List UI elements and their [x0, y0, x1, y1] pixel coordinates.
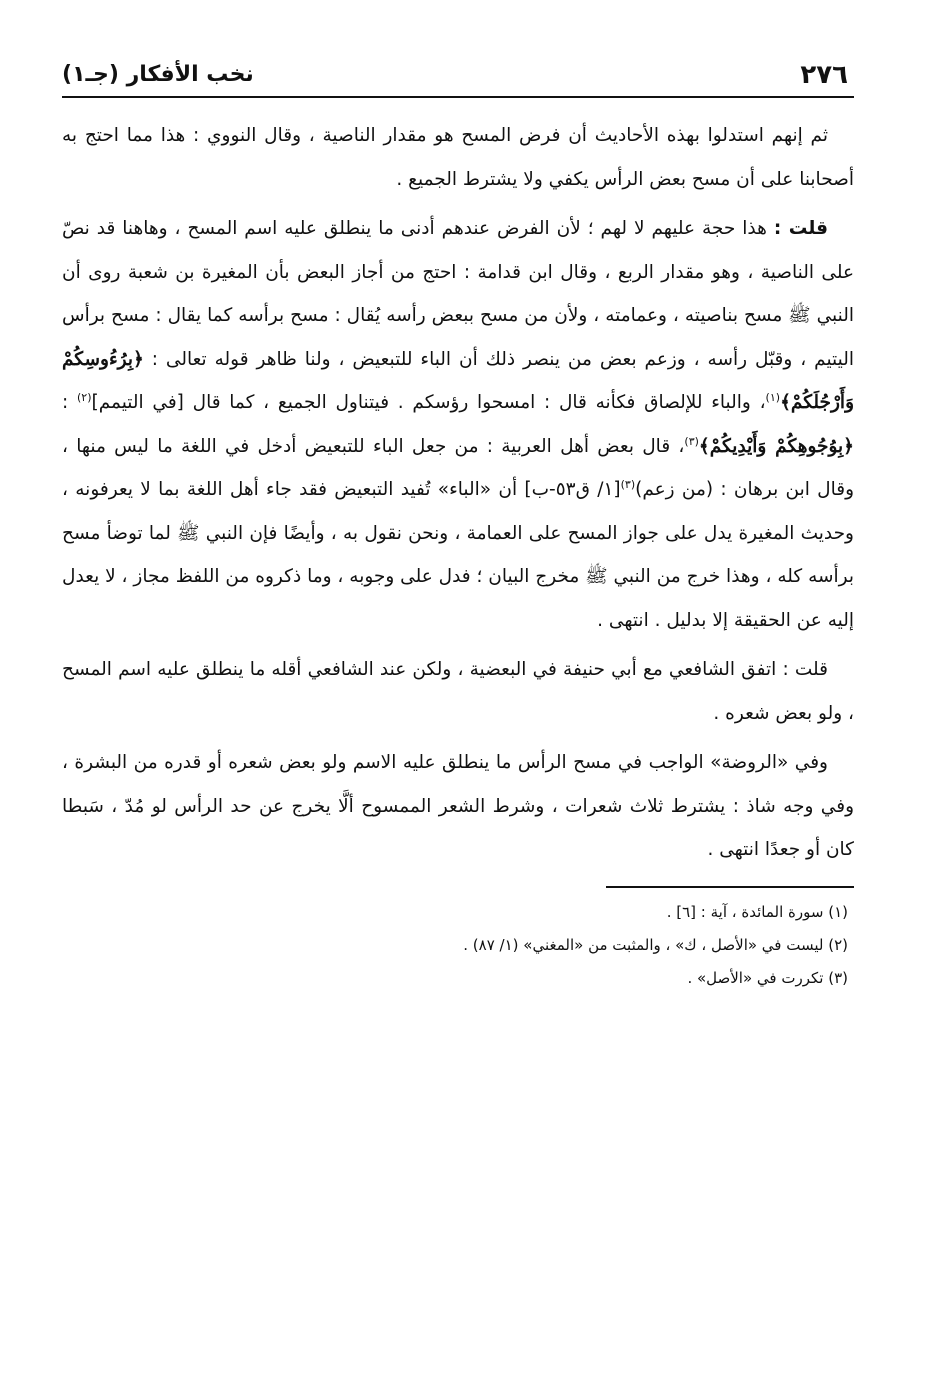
page-header — [62, 52, 854, 98]
footnote-3: (٣) تكررت في «الأصل» . — [687, 968, 848, 987]
footnote-rule — [606, 886, 854, 888]
footnote-ref-1: (١) — [765, 390, 781, 404]
paragraph-1: ثم إنهم استدلوا بهذه الأحاديث أن فرض المسح هو مقدار الناصية ، وقال النووي : هذا مما احتج به أصحابنا على أن مسح بعض الرأس يكفي ولا يشترط الجميع . — [62, 125, 854, 190]
paragraph-2-lead: قلت : — [773, 218, 828, 239]
quran-verse-1: ﴿بِرُءُوسِكُمْ وَأَرْجُلَكُمْ﴾ — [62, 348, 854, 413]
paragraph-2-text-d: ، قال بعض أهل العربية : من جعل الباء للتبعيض أدخل في اللغة ما ليس منها ، وقال ابن برهان : (من زعم) — [62, 435, 854, 500]
footnote-2: (٢) ليست في «الأصل ، ك» ، والمثبت من «المغني» (١/ ٨٧) . — [463, 935, 848, 954]
book-page — [62, 52, 854, 995]
page-number: ٢٧٦ — [800, 60, 848, 90]
footnotes — [62, 896, 854, 995]
quran-verse-2: ﴿بِوُجُوهِكُمْ وَأَيْدِيكُمْ﴾ — [698, 435, 854, 457]
footnote-ref-4: (٣) — [620, 477, 636, 491]
footnote-ref-2: (٢) — [76, 390, 92, 404]
paragraph-3: قلت : اتفق الشافعي مع أبي حنيفة في البعضية ، ولكن عند الشافعي أقله ما ينطلق عليه اسم المسح ، ولو بعض شعره . — [62, 659, 854, 724]
paragraph-2-text-a: هذا حجة عليهم لا لهم ؛ لأن الفرض عندهم أدنى ما ينطلق عليه اسم المسح ، وهاهنا قد نصّ على الناصية ، وهو مقدار الربع ، وقال ابن قدامة : احتج من أجاز البعض بأن المغيرة بن شعبة روى أن النبي ﷺ مسح بناصيته ، وعمامته ، ولأن من مسح ببعض رأسه يُقال : مسح برأسه كما يقال : مسح برأس اليتيم ، وقبّل رأسه ، وزعم بعض من ينصر ذلك أن الباء للتبعيض ، ولنا ظاهر قوله تعالى : — [62, 218, 854, 370]
paragraph-2-text-c: : — [62, 392, 77, 413]
paragraph-4: وفي «الروضة» الواجب في مسح الرأس ما ينطلق عليه الاسم ولو بعض شعره أو قدره من البشرة ، وفي وجه شاذ : يشترط ثلاث شعرات ، وشرط الشعر الممسوح ألَّا يخرج عن حد الرأس لو مُدّ ، سَبطا كان أو جعدًا انتهى . — [62, 752, 854, 860]
running-title: نخب الأفكار (جـ١) — [62, 62, 254, 87]
main-text — [62, 114, 854, 872]
paragraph-2 — [62, 207, 854, 642]
footnote-ref-3: (٣) — [684, 434, 699, 448]
paragraph-2-text-b: ، والباء للإلصاق فكأنه قال : امسحوا رؤسكم . فيتناول الجميع ، كما قال [في التيمم] — [91, 392, 766, 413]
header-rule — [62, 96, 854, 98]
paragraph-2-text-e: [١/ ق٥٣-ب] أن «الباء» تُفيد التبعيض فقد جاء أهل اللغة بما لا يعرفونه ، وحديث المغيرة يدل على جواز المسح على العمامة ، ونحن نقول به ، وأيضًا فإن النبي ﷺ لما توضأ مسح برأسه كله ، وهذا خرج من النبي ﷺ مخرج البيان ؛ فدل على وجوبه ، وما ذكروه من اللفظ مجاز ، لا يعدل إليه عن الحقيقة إلا بدليل . انتهى . — [62, 479, 854, 631]
footnote-1: (١) سورة المائدة ، آية : [٦] . — [666, 902, 848, 921]
